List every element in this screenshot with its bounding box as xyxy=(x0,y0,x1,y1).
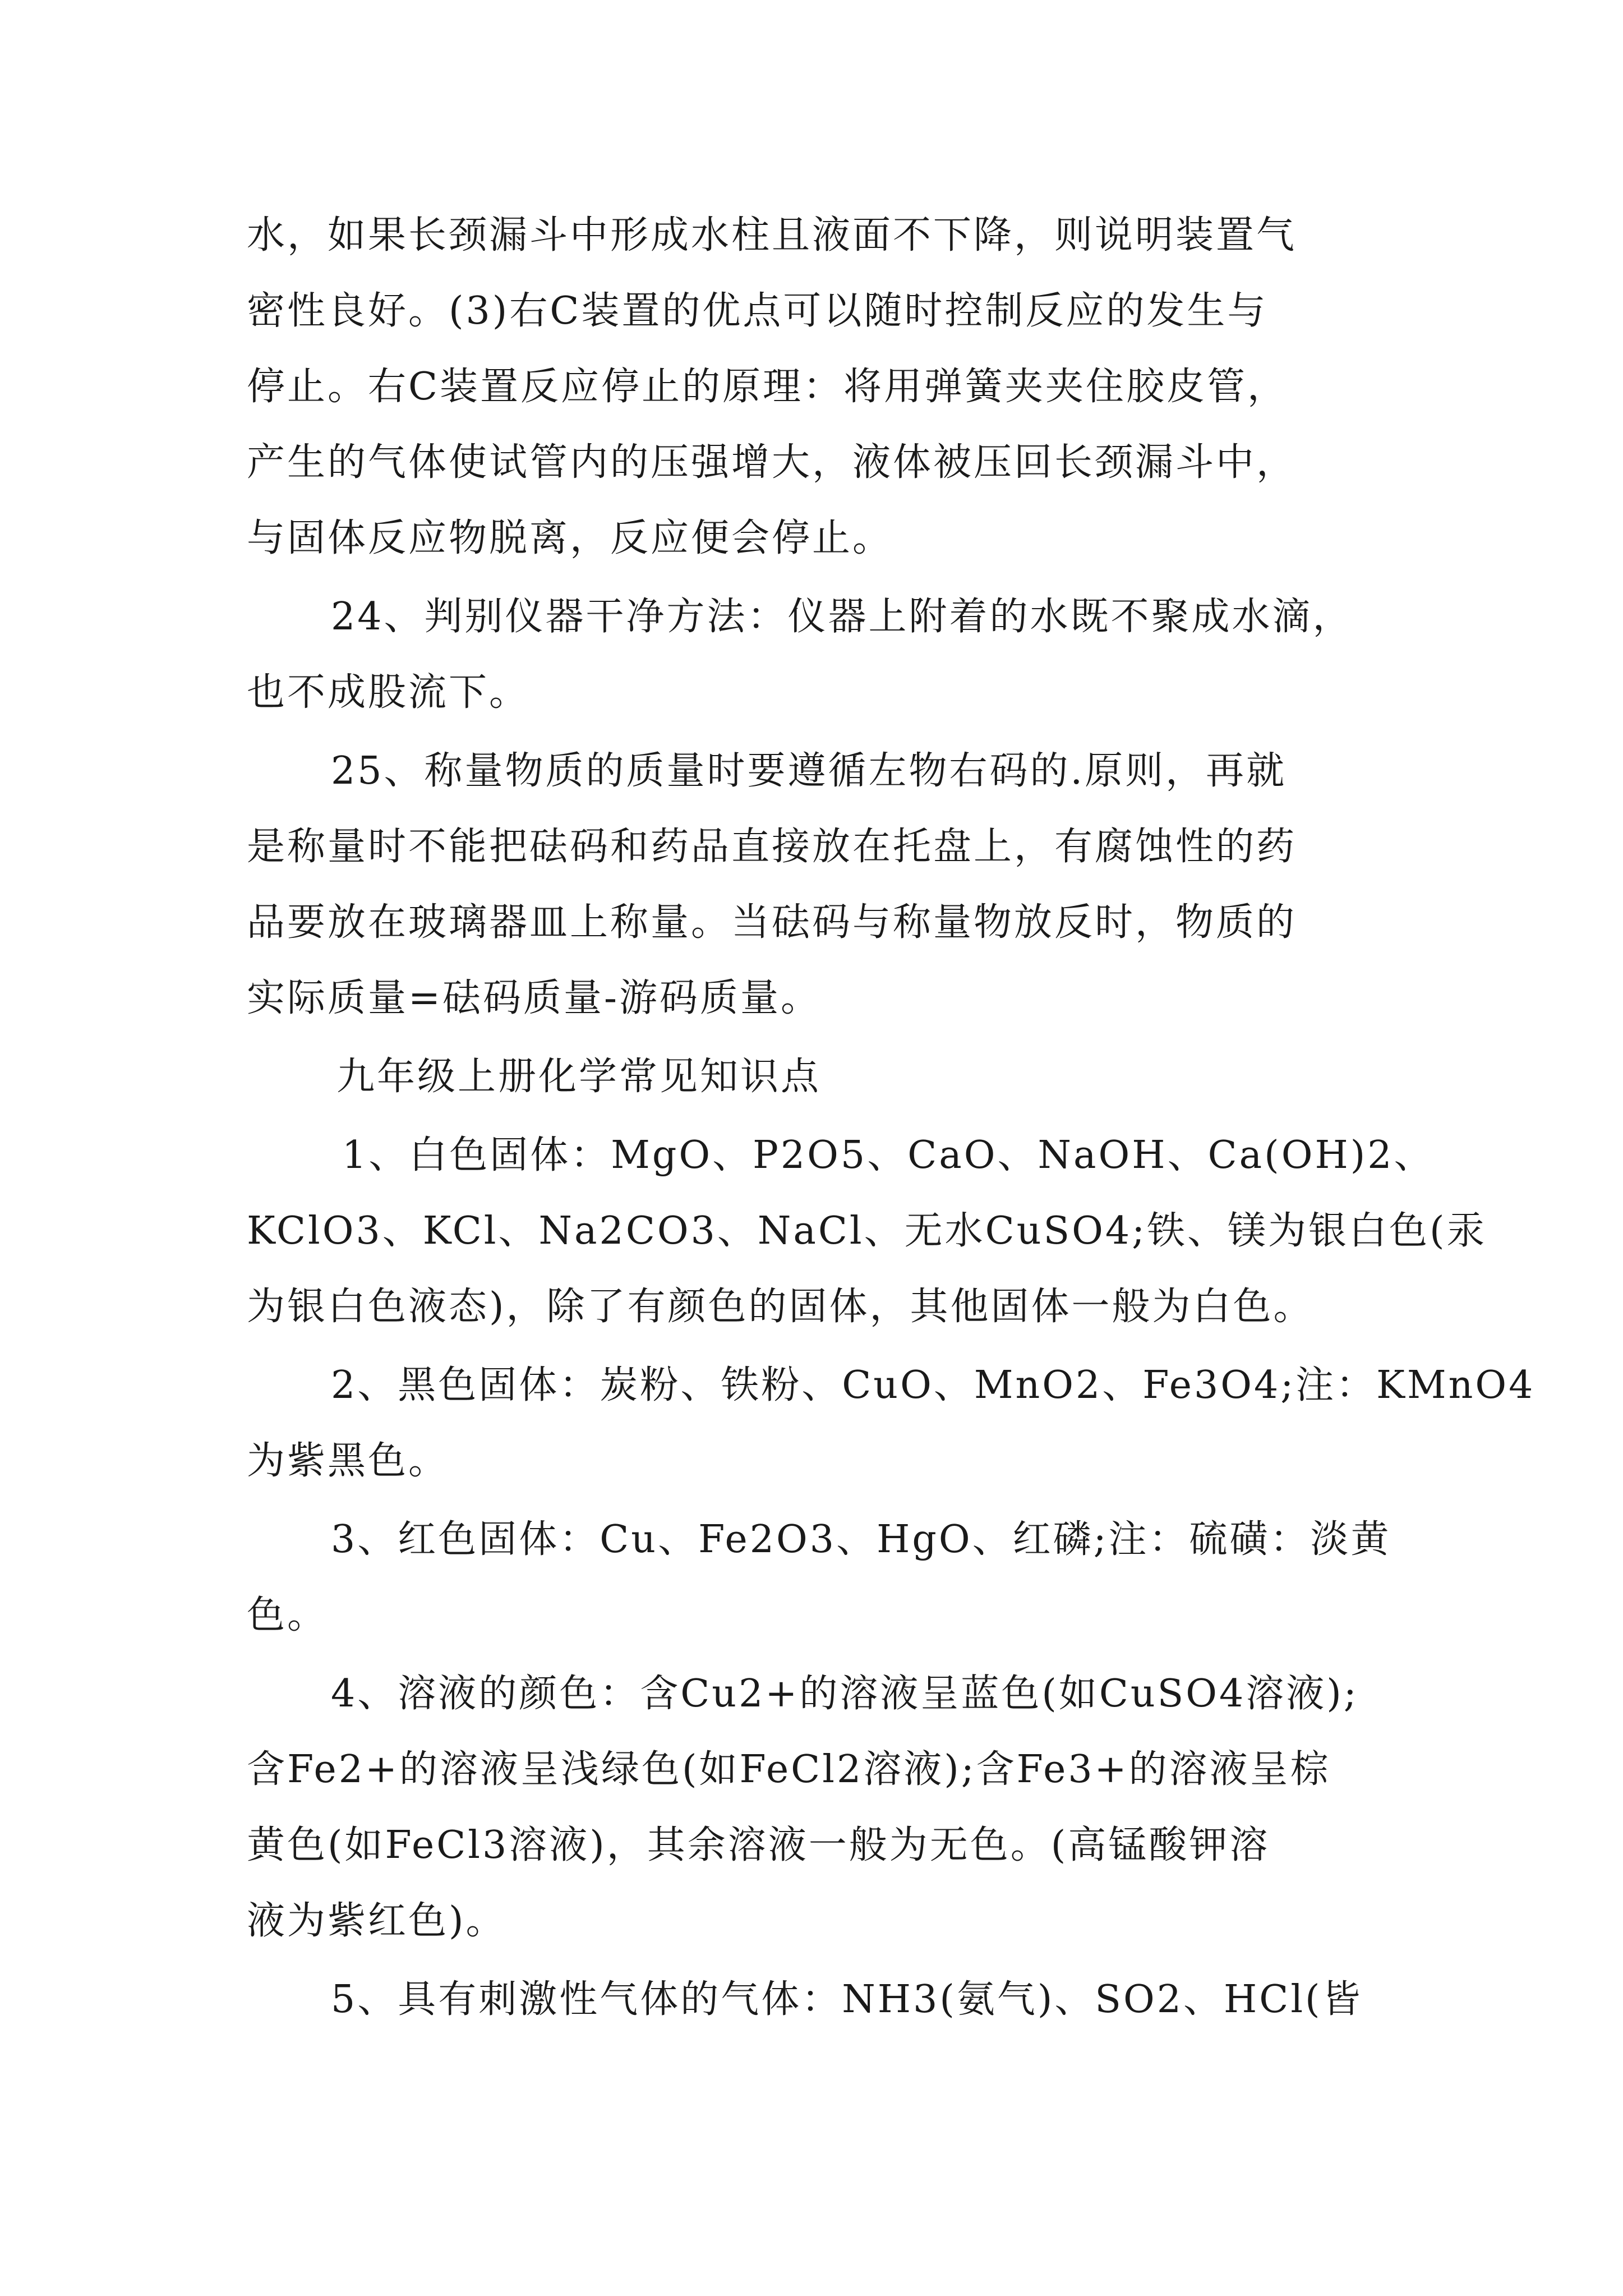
section-heading: 九年级上册化学常见知识点 xyxy=(336,1055,822,1099)
item-5-line-1: 5、具有刺激性气体的气体：NH3(氨气)、SO2、HCl(皆 xyxy=(331,1977,1363,2022)
item-3-line-1: 3、红色固体：Cu、Fe2O3、HgO、红磷;注：硫磺：淡黄 xyxy=(331,1517,1391,1562)
item-25-line-1: 25、称量物质的质量时要遵循左物右码的.原则，再就 xyxy=(331,749,1287,793)
text-line-1: 水，如果长颈漏斗中形成水柱且液面不下降，则说明装置气 xyxy=(247,213,1297,257)
text-line-5: 与固体反应物脱离，反应便会停止。 xyxy=(247,516,893,560)
item-24-line-1: 24、判别仪器干净方法：仪器上附着的水既不聚成水滴， xyxy=(331,595,1353,639)
item-2-line-1: 2、黑色固体：炭粉、铁粉、CuO、MnO2、Fe3O4;注：KMnO4 xyxy=(331,1363,1536,1407)
item-25-line-2: 是称量时不能把砝码和药品直接放在托盘上，有腐蚀性的药 xyxy=(247,825,1297,869)
item-4-line-3: 黄色(如FeCl3溶液)，其余溶液一般为无色。(高锰酸钾溶 xyxy=(247,1823,1270,1867)
item-4-line-4: 液为紫红色)。 xyxy=(247,1899,506,1943)
item-25-line-4: 实际质量=砝码质量-游码质量。 xyxy=(247,976,821,1020)
text-line-3: 停止。右C装置反应停止的原理：将用弹簧夹夹住胶皮管， xyxy=(247,365,1288,409)
item-4-line-1: 4、溶液的颜色：含Cu2+的溶液呈蓝色(如CuSO4溶液); xyxy=(331,1672,1359,1716)
item-24-line-2: 也不成股流下。 xyxy=(247,670,530,715)
item-1-line-1: 1、白色固体：MgO、P2O5、CaO、NaOH、Ca(OH)2、 xyxy=(342,1133,1435,1177)
text-line-2: 密性良好。(3)右C装置的优点可以随时控制反应的发生与 xyxy=(247,289,1268,333)
item-4-line-2: 含Fe2+的溶液呈浅绿色(如FeCl2溶液);含Fe3+的溶液呈棕 xyxy=(247,1747,1331,1792)
item-1-line-3: 为银白色液态)，除了有颜色的固体，其他固体一般为白色。 xyxy=(247,1285,1314,1329)
item-3-line-2: 色。 xyxy=(247,1593,328,1637)
text-line-4: 产生的气体使试管内的压强增大，液体被压回长颈漏斗中， xyxy=(247,440,1297,485)
item-25-line-3: 品要放在玻璃器皿上称量。当砝码与称量物放反时，物质的 xyxy=(247,900,1297,945)
item-1-line-2: KClO3、KCl、Na2CO3、NaCl、无水CuSO4;铁、镁为银白色(汞 xyxy=(247,1209,1487,1253)
item-2-line-2: 为紫黑色。 xyxy=(247,1439,449,1483)
